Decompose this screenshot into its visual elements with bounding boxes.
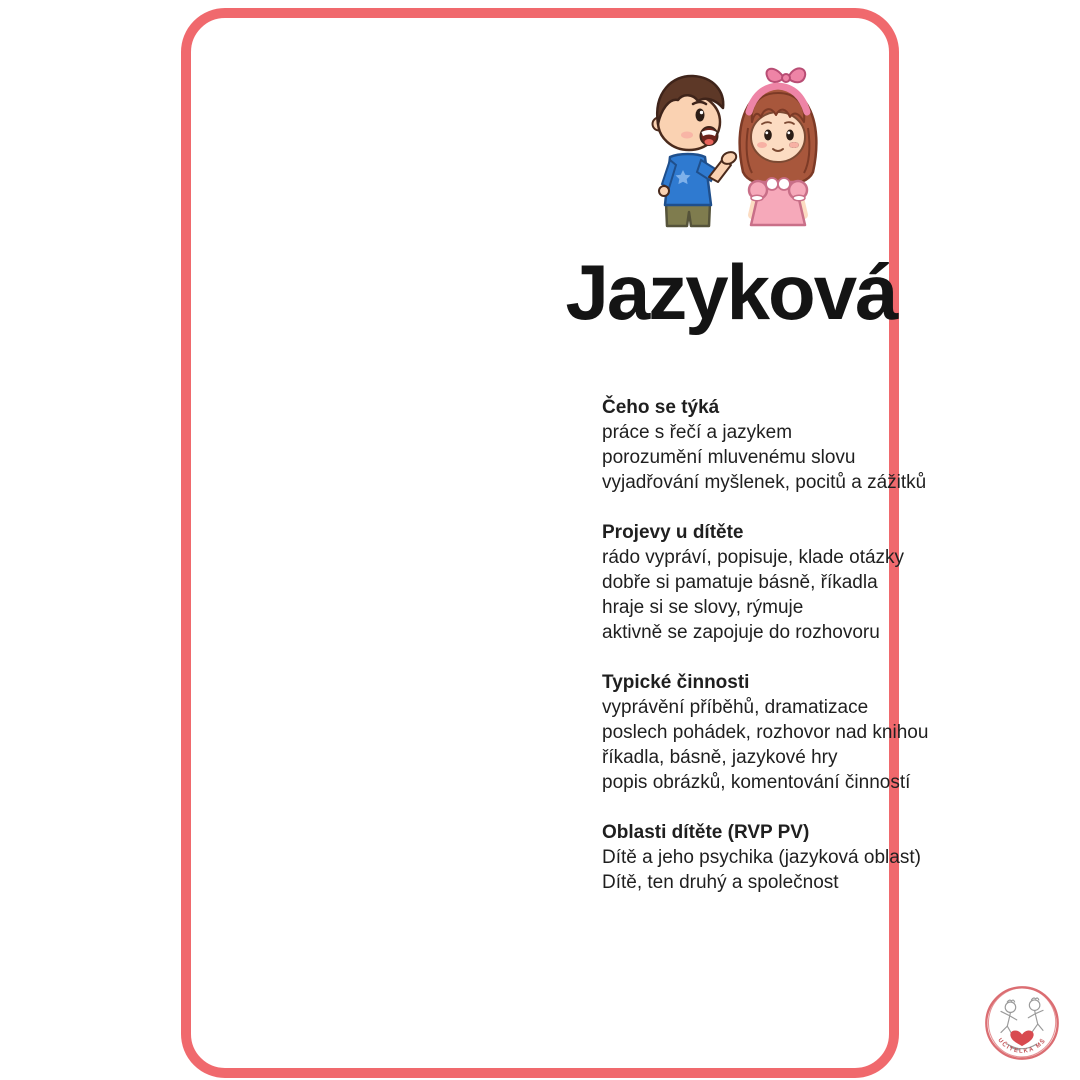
logo-text: UČITELKA MŠ bbox=[996, 1037, 1048, 1055]
sketched-children bbox=[1001, 998, 1043, 1033]
boy-figure bbox=[653, 76, 739, 226]
ucitelka-ms-logo bbox=[980, 981, 1064, 1065]
heart-icon bbox=[1010, 1030, 1033, 1046]
section-line: Dítě, ten druhý a společnost bbox=[602, 872, 839, 893]
section-line: poslech pohádek, rozhovor nad knihou bbox=[602, 722, 929, 743]
section-typicke-cinnosti bbox=[602, 670, 982, 795]
section-line: práce s řečí a jazykem bbox=[602, 422, 793, 443]
section-heading: Typické činnosti bbox=[602, 672, 750, 693]
section-heading: Oblasti dítěte (RVP PV) bbox=[602, 822, 810, 843]
page-title: Jazyková bbox=[565, 248, 897, 336]
section-heading: Projevy u dítěte bbox=[602, 522, 744, 543]
logo-ring bbox=[986, 987, 1057, 1058]
boy-and-girl-talking-illustration bbox=[621, 60, 841, 240]
section-line: hraje si se slovy, rýmuje bbox=[602, 597, 804, 618]
section-line: rádo vypráví, popisuje, klade otázky bbox=[602, 547, 905, 568]
section-oblasti-ditete bbox=[602, 820, 982, 895]
girl-figure bbox=[740, 68, 817, 225]
section-line: vyjadřování myšlenek, pocitů a zážitků bbox=[602, 472, 927, 493]
section-projevy-u-ditete bbox=[602, 520, 982, 645]
section-line: říkadla, básně, jazykové hry bbox=[602, 747, 838, 768]
section-line: vyprávění příběhů, dramatizace bbox=[602, 697, 869, 718]
section-line: Dítě a jeho psychika (jazyková oblast) bbox=[602, 847, 921, 868]
bow-icon bbox=[767, 68, 806, 82]
section-line: popis obrázků, komentování činností bbox=[602, 772, 911, 793]
info-sections bbox=[602, 395, 982, 920]
section-ceho-se-tyka bbox=[602, 395, 982, 495]
section-heading: Čeho se týká bbox=[602, 397, 720, 418]
section-line: aktivně se zapojuje do rozhovoru bbox=[602, 622, 880, 643]
section-line: porozumění mluvenému slovu bbox=[602, 447, 856, 468]
section-line: dobře si pamatuje básně, říkadla bbox=[602, 572, 878, 593]
poster-card bbox=[181, 8, 1048, 1078]
